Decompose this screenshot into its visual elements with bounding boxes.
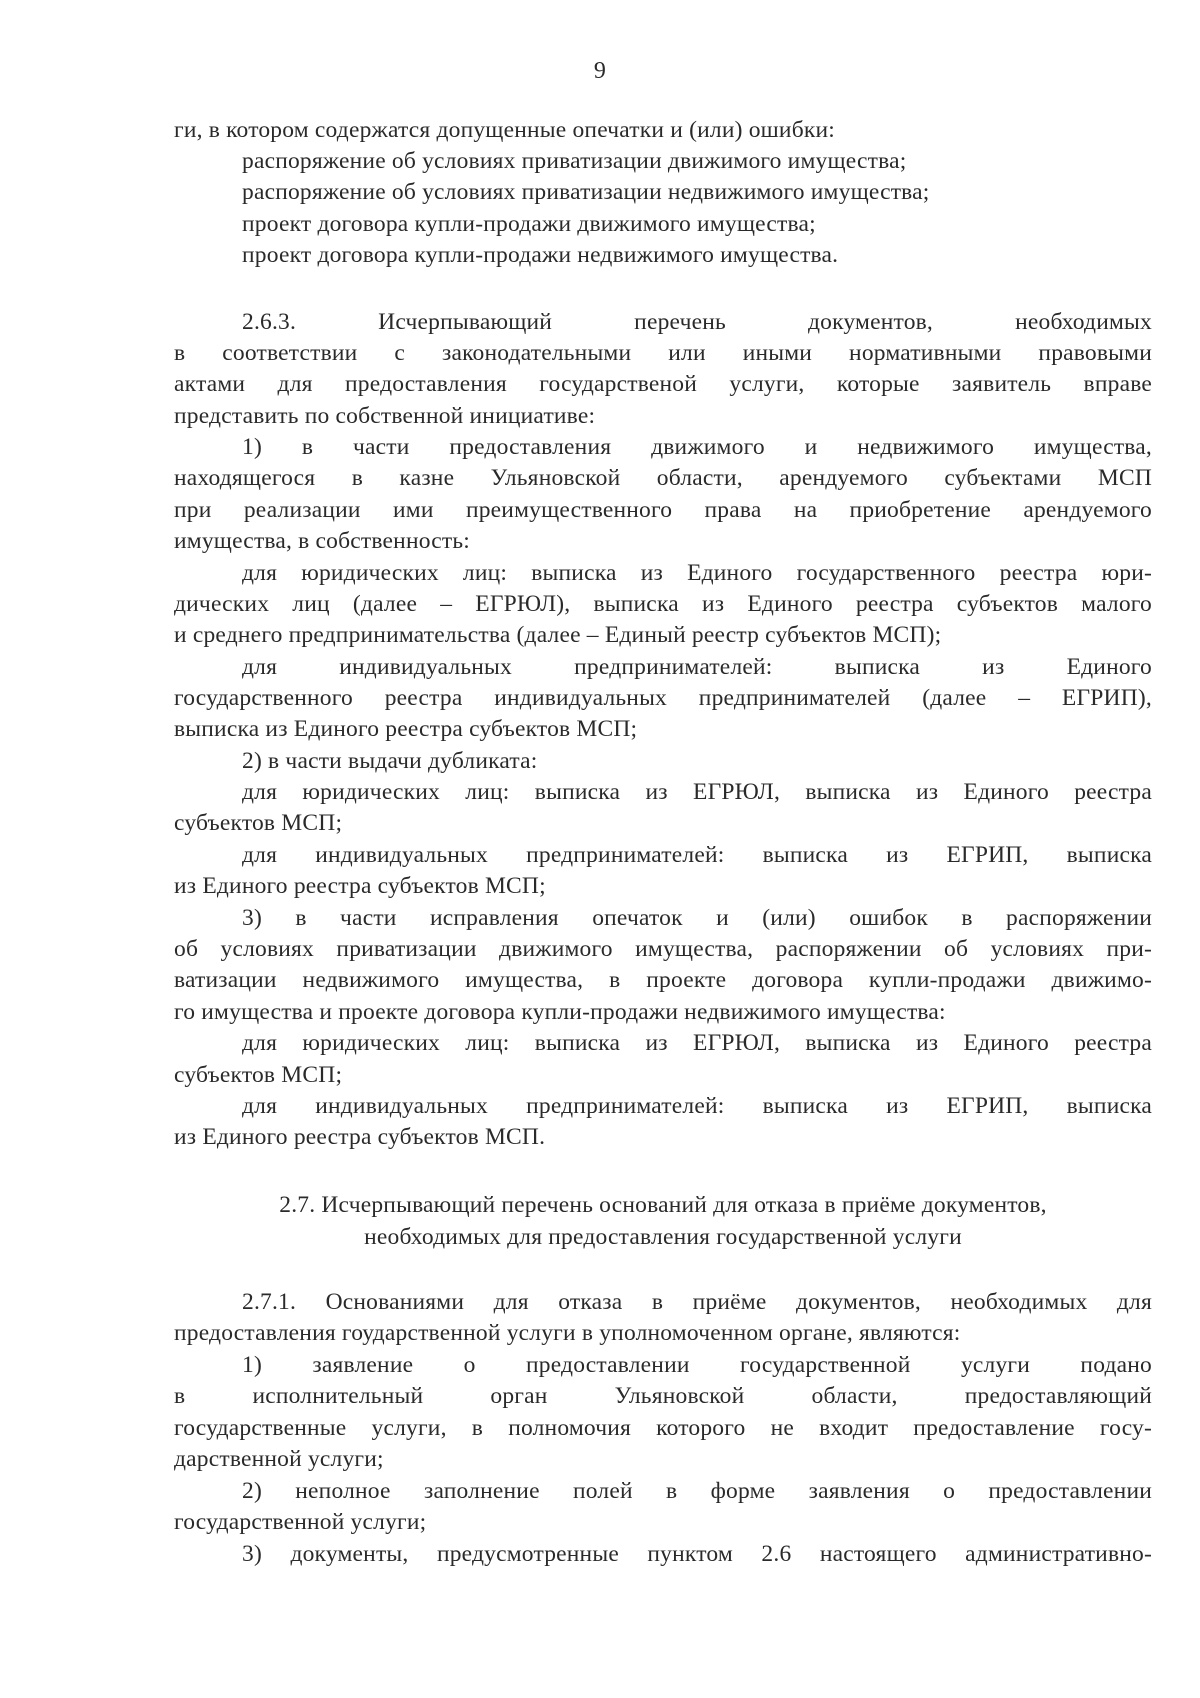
text-line: ги, в котором содержатся допущенные опечатки и (или) ошибки: — [174, 117, 835, 143]
text-line: ватизации недвижимого имущества, в проекте договора купли-продажи движимо- — [174, 967, 1152, 993]
text-line: в соответствии с законодательными или иными нормативными правовыми — [174, 340, 1152, 366]
text-line: для юридических лиц: выписка из ЕГРЮЛ, выписка из Единого реестра — [242, 1030, 1152, 1056]
text-line: го имущества и проекте договора купли-продажи недвижимого имущества: — [174, 999, 946, 1025]
text-line: государственного реестра индивидуальных предпринимателей (далее – ЕГРИП), — [174, 685, 1152, 711]
text-line: субъектов МСП; — [174, 1062, 343, 1088]
text-line: находящегося в казне Ульяновской области, арендуемого субъектами МСП — [174, 465, 1152, 491]
text-line: 2.6.3. Исчерпывающий перечень документов, необходимых — [242, 309, 1152, 335]
text-line: для индивидуальных предпринимателей: выписка из Единого — [242, 654, 1152, 680]
text-line: 3) в части исправления опечаток и (или) ошибок в распоряжении — [242, 905, 1152, 931]
text-line: распоряжение об условиях приватизации недвижимого имущества; — [242, 179, 930, 205]
text-line: для юридических лиц: выписка из Единого государственного реестра юри- — [242, 560, 1152, 586]
text-line: государственные услуги, в полномочия которого не входит предоставление госу- — [174, 1415, 1152, 1441]
text-line: проект договора купли-продажи движимого имущества; — [242, 211, 816, 237]
text-line: предоставления гоударственной услуги в уполномоченном органе, являются: — [174, 1320, 961, 1346]
text-line: распоряжение об условиях приватизации движимого имущества; — [242, 148, 907, 174]
text-line: для юридических лиц: выписка из ЕГРЮЛ, выписка из Единого реестра — [242, 779, 1152, 805]
text-line: 2.7.1. Основаниями для отказа в приёме документов, необходимых для — [242, 1289, 1152, 1315]
text-line: и среднего предпринимательства (далее – Единый реестр субъектов МСП); — [174, 622, 942, 648]
text-line: дических лиц (далее – ЕГРЮЛ), выписка из Единого реестра субъектов малого — [174, 591, 1152, 617]
text-line: для индивидуальных предпринимателей: выписка из ЕГРИП, выписка — [242, 1093, 1152, 1119]
section-heading: необходимых для предоставления государственной услуги — [364, 1224, 962, 1250]
text-line: из Единого реестра субъектов МСП; — [174, 873, 546, 899]
text-line: в исполнительный орган Ульяновской области, предоставляющий — [174, 1383, 1152, 1409]
text-line: 2) неполное заполнение полей в форме заявления о предоставлении — [242, 1478, 1152, 1504]
text-line: актами для предоставления государственой услуги, которые заявитель вправе — [174, 371, 1152, 397]
text-line: государственной услуги; — [174, 1509, 427, 1535]
text-line: для индивидуальных предпринимателей: выписка из ЕГРИП, выписка — [242, 842, 1152, 868]
text-line: имущества, в собственность: — [174, 528, 471, 554]
text-line: выписка из Единого реестра субъектов МСП; — [174, 716, 638, 742]
section-heading: 2.7. Исчерпывающий перечень оснований для отказа в приёме документов, — [279, 1192, 1047, 1218]
text-line: 3) документы, предусмотренные пунктом 2.6 настоящего административно- — [242, 1541, 1152, 1567]
text-line: дарственной услуги; — [174, 1446, 384, 1472]
text-line: субъектов МСП; — [174, 810, 343, 836]
text-line: 2) в части выдачи дубликата: — [242, 748, 538, 774]
text-line: представить по собственной инициативе: — [174, 403, 596, 429]
text-line: проект договора купли-продажи недвижимого имущества. — [242, 242, 839, 268]
text-line: из Единого реестра субъектов МСП. — [174, 1124, 546, 1150]
page-number: 9 — [593, 58, 607, 84]
text-line: об условиях приватизации движимого имущества, распоряжении об условиях при- — [174, 936, 1152, 962]
text-line: 1) в части предоставления движимого и недвижимого имущества, — [242, 434, 1152, 460]
text-line: 1) заявление о предоставлении государственной услуги подано — [242, 1352, 1152, 1378]
text-line: при реализации ими преимущественного права на приобретение арендуемого — [174, 497, 1152, 523]
